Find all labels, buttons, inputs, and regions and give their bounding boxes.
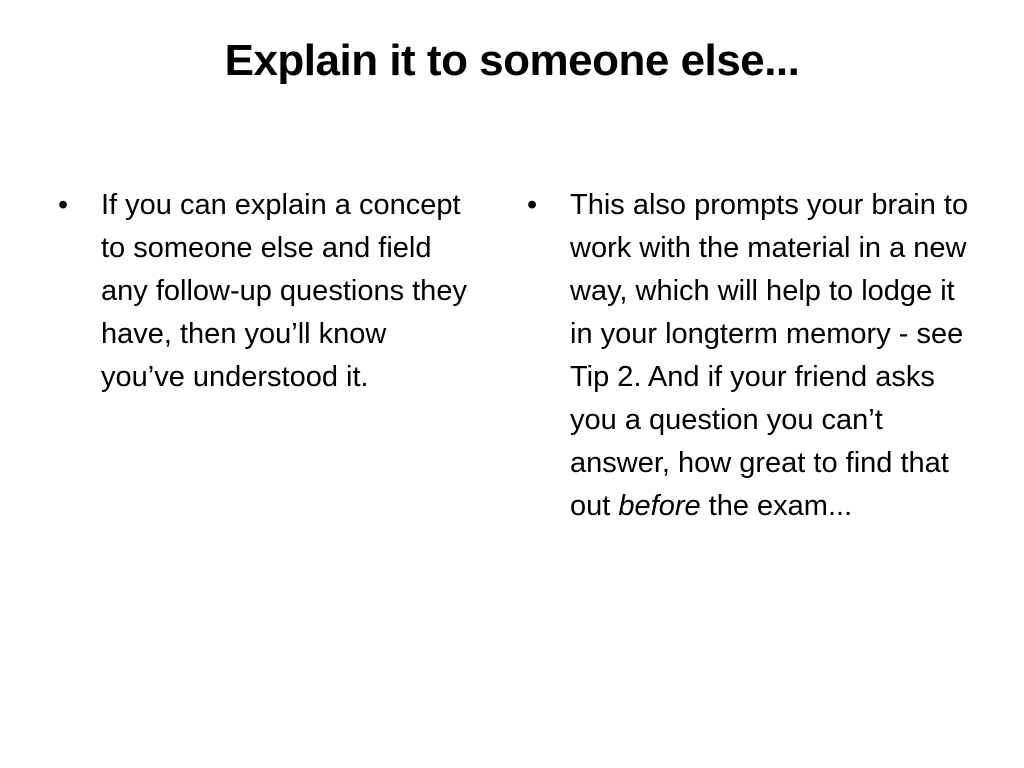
bullet-text-new-way <box>570 189 968 522</box>
slide-title: Explain it to someone else... <box>224 36 800 85</box>
emphasized-word: before <box>618 490 701 522</box>
right-content-column <box>527 184 972 528</box>
bullet-dot-icon: • <box>527 189 538 221</box>
bullet-item-new-way <box>527 184 972 528</box>
bullet-item-explain-concept <box>58 184 470 399</box>
bullet-text-explain-concept: If you can explain a concept to someone else and field any follow-up questions they have, then you’ll know you’ve understood it. <box>101 189 467 393</box>
bullet-dot-icon: • <box>58 189 69 221</box>
bullet-text-ending: the exam... <box>700 490 853 522</box>
bullet-text-main: This also prompts your brain to work with the material in a new way, which will help to lodge it in your longterm memory - see Tip 2. And if your friend asks you a question you can’t answer, how great to find that out <box>570 189 969 522</box>
left-content-column <box>58 184 470 399</box>
